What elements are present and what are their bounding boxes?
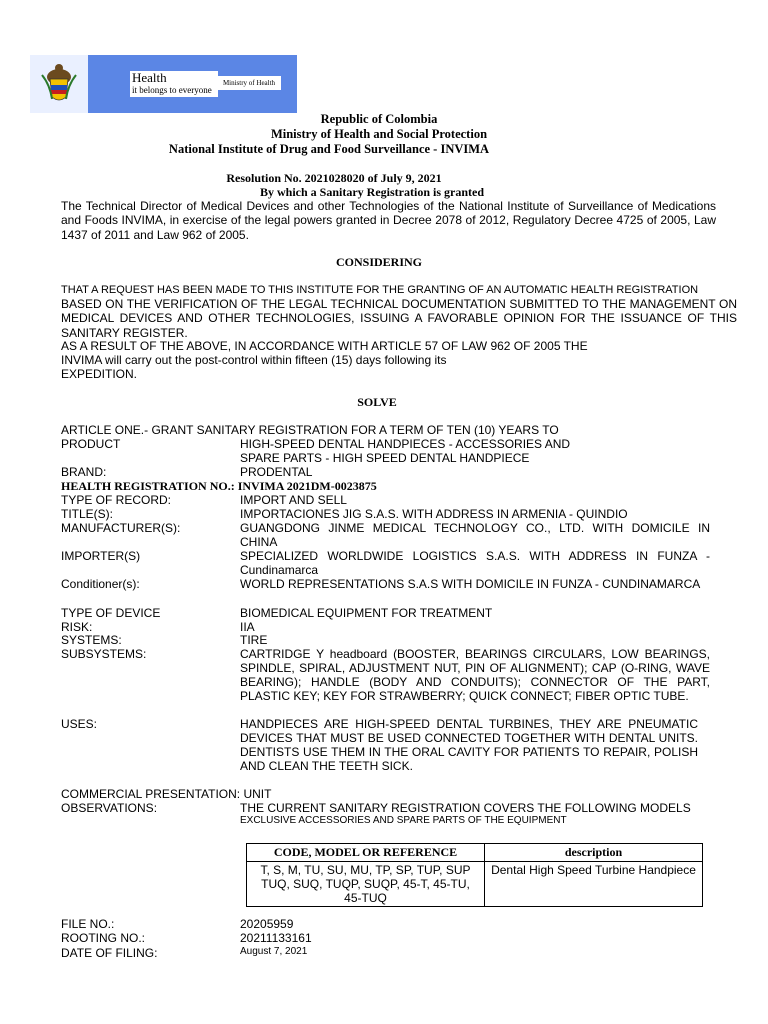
- description-cell: Dental High Speed Turbine Handpiece: [485, 862, 703, 907]
- logo-subtitle: it belongs to everyone: [132, 85, 212, 95]
- titles-value: IMPORTACIONES JIG S.A.S. WITH ADDRESS IN ARMENIA - QUINDIO: [240, 507, 628, 521]
- manufacturer-value: GUANGDONG JINME MEDICAL TECHNOLOGY CO., LTD. WITH DOMICILE IN CHINA: [240, 521, 710, 549]
- health-registration-number: HEALTH REGISTRATION NO.: INVIMA 2021DM-0023875: [61, 479, 377, 493]
- resolution-subtitle: By which a Sanitary Registration is granted: [259, 185, 484, 199]
- device-type-label: TYPE OF DEVICE: [61, 606, 161, 620]
- resolution-number: Resolution No. 2021028020 of July 9, 2021: [226, 171, 442, 185]
- intro-paragraph: The Technical Director of Medical Devices and other Technologies of the National Institute of Surveillance of Medications and Foods INVIMA, in exercise of the legal powers granted in Decree 2078 of 2012, Regulatory Decree 4725 of 2005, Law 1437 of 2011 and Law 962 of 2005.: [61, 199, 716, 242]
- considering-paragraph-2a: AS A RESULT OF THE ABOVE, IN ACCORDANCE WITH ARTICLE 57 OF LAW 962 OF 2005 THE: [61, 339, 588, 353]
- risk-label: RISK:: [61, 620, 93, 634]
- column-header-code: CODE, MODEL OR REFERENCE: [247, 844, 485, 862]
- risk-value: IIA: [240, 620, 255, 634]
- ministry-logo-label: Ministry of Health: [217, 76, 281, 90]
- health-logo: [130, 71, 218, 97]
- observations-value: THE CURRENT SANITARY REGISTRATION COVERS THE FOLLOWING MODELS: [240, 801, 691, 815]
- importer-value: SPECIALIZED WORLDWIDE LOGISTICS S.A.S. WITH ADDRESS IN FUNZA - Cundinamarca: [240, 549, 710, 577]
- table-row: [247, 862, 703, 907]
- considering-heading: CONSIDERING: [335, 255, 422, 269]
- logo-title: Health: [132, 70, 167, 85]
- brand-value: PRODENTAL: [240, 465, 313, 479]
- filing-date-value: August 7, 2021: [240, 946, 308, 957]
- manufacturer-label: MANUFACTURER(S):: [61, 521, 181, 535]
- record-type-value: IMPORT AND SELL: [240, 493, 347, 507]
- filing-date-label: DATE OF FILING:: [61, 946, 158, 960]
- solve-heading: SOLVE: [357, 395, 397, 409]
- brand-label: BRAND:: [61, 465, 107, 479]
- column-header-description: description: [485, 844, 703, 862]
- article-one: ARTICLE ONE.- GRANT SANITARY REGISTRATION FOR A TERM OF TEN (10) YEARS TO: [61, 423, 559, 437]
- header-line-3: National Institute of Drug and Food Surveillance - INVIMA: [168, 142, 490, 156]
- file-number-value: 20205959: [240, 917, 294, 931]
- observations-label: OBSERVATIONS:: [61, 801, 158, 815]
- device-type-value: BIOMEDICAL EQUIPMENT FOR TREATMENT: [240, 606, 493, 620]
- considering-line-1: THAT A REQUEST HAS BEEN MADE TO THIS INSTITUTE FOR THE GRANTING OF AN AUTOMATIC HEALTH REGISTRATION: [61, 284, 699, 296]
- commercial-presentation: COMMERCIAL PRESENTATION: UNIT: [61, 787, 272, 801]
- observations-subtext: EXCLUSIVE ACCESSORIES AND SPARE PARTS OF THE EQUIPMENT: [240, 815, 567, 826]
- file-number-label: FILE NO.:: [61, 917, 115, 931]
- header-line-1: Republic of Colombia: [320, 112, 438, 126]
- rooting-number-value: 20211133161: [240, 931, 312, 945]
- models-cell: T, S, M, TU, SU, MU, TP, SP, TUP, SUP TUQ, SUQ, TUQP, SUQP, 45-T, 45-TU, 45-TUQ: [247, 862, 485, 907]
- models-table: [246, 843, 703, 907]
- record-type-label: TYPE OF RECORD:: [61, 493, 172, 507]
- product-label: PRODUCT: [61, 437, 121, 451]
- systems-value: TIRE: [240, 633, 268, 647]
- importer-label: IMPORTER(S): [61, 549, 141, 563]
- conditioner-value: WORLD REPRESENTATIONS S.A.S WITH DOMICILE IN FUNZA - CUNDINAMARCA: [240, 577, 701, 591]
- uses-label: USES:: [61, 717, 98, 731]
- header-line-2: Ministry of Health and Social Protection: [270, 127, 488, 141]
- considering-paragraph-1: BASED ON THE VERIFICATION OF THE LEGAL TECHNICAL DOCUMENTATION SUBMITTED TO THE MANAGEMENT ON MEDICAL DEVICES AND OTHER TECHNOLOGIES, ISSUING A FAVORABLE OPINION FOR THE ISSUANCE OF THIS SANITARY REGISTER.: [61, 297, 737, 340]
- subsystems-label: SUBSYSTEMS:: [61, 647, 147, 661]
- rooting-number-label: ROOTING NO.:: [61, 931, 145, 945]
- considering-paragraph-2c: EXPEDITION.: [61, 367, 138, 381]
- ministry-banner: [30, 55, 297, 113]
- product-value: HIGH-SPEED DENTAL HANDPIECES - ACCESSORIES AND SPARE PARTS - HIGH SPEED DENTAL HANDPIECE: [240, 437, 571, 465]
- table-header-row: [247, 844, 703, 862]
- coat-of-arms-icon: [30, 55, 88, 113]
- considering-paragraph-2b: INVIMA will carry out the post-control within fifteen (15) days following its: [61, 353, 447, 367]
- conditioner-label: Conditioner(s):: [61, 577, 140, 591]
- titles-label: TITLE(S):: [61, 507, 114, 521]
- uses-value: HANDPIECES ARE HIGH-SPEED DENTAL TURBINES, THEY ARE PNEUMATIC DEVICES THAT MUST BE USED CONNECTED TOGETHER WITH DENTAL UNITS. DENTISTS USE THEM IN THE ORAL CAVITY FOR PATIENTS TO REPAIR, POLISH AND CLEAN THE TEETH SICK.: [240, 717, 698, 773]
- subsystems-value: CARTRIDGE Y headboard (BOOSTER, BEARINGS CIRCULARS, LOW BEARINGS, SPINDLE, SPIRAL, ADJUSTMENT NUT, PIN OF ALIGNMENT); CAP (O-RING, WAVE BEARING); HANDLE (BODY AND CONDUITS); CONNECTOR OF THE PART, PLASTIC KEY; KEY FOR STRAWBERRY; QUICK CONNECT; FIBER OPTIC TUBE.: [240, 647, 710, 703]
- systems-label: SYSTEMS:: [61, 633, 122, 647]
